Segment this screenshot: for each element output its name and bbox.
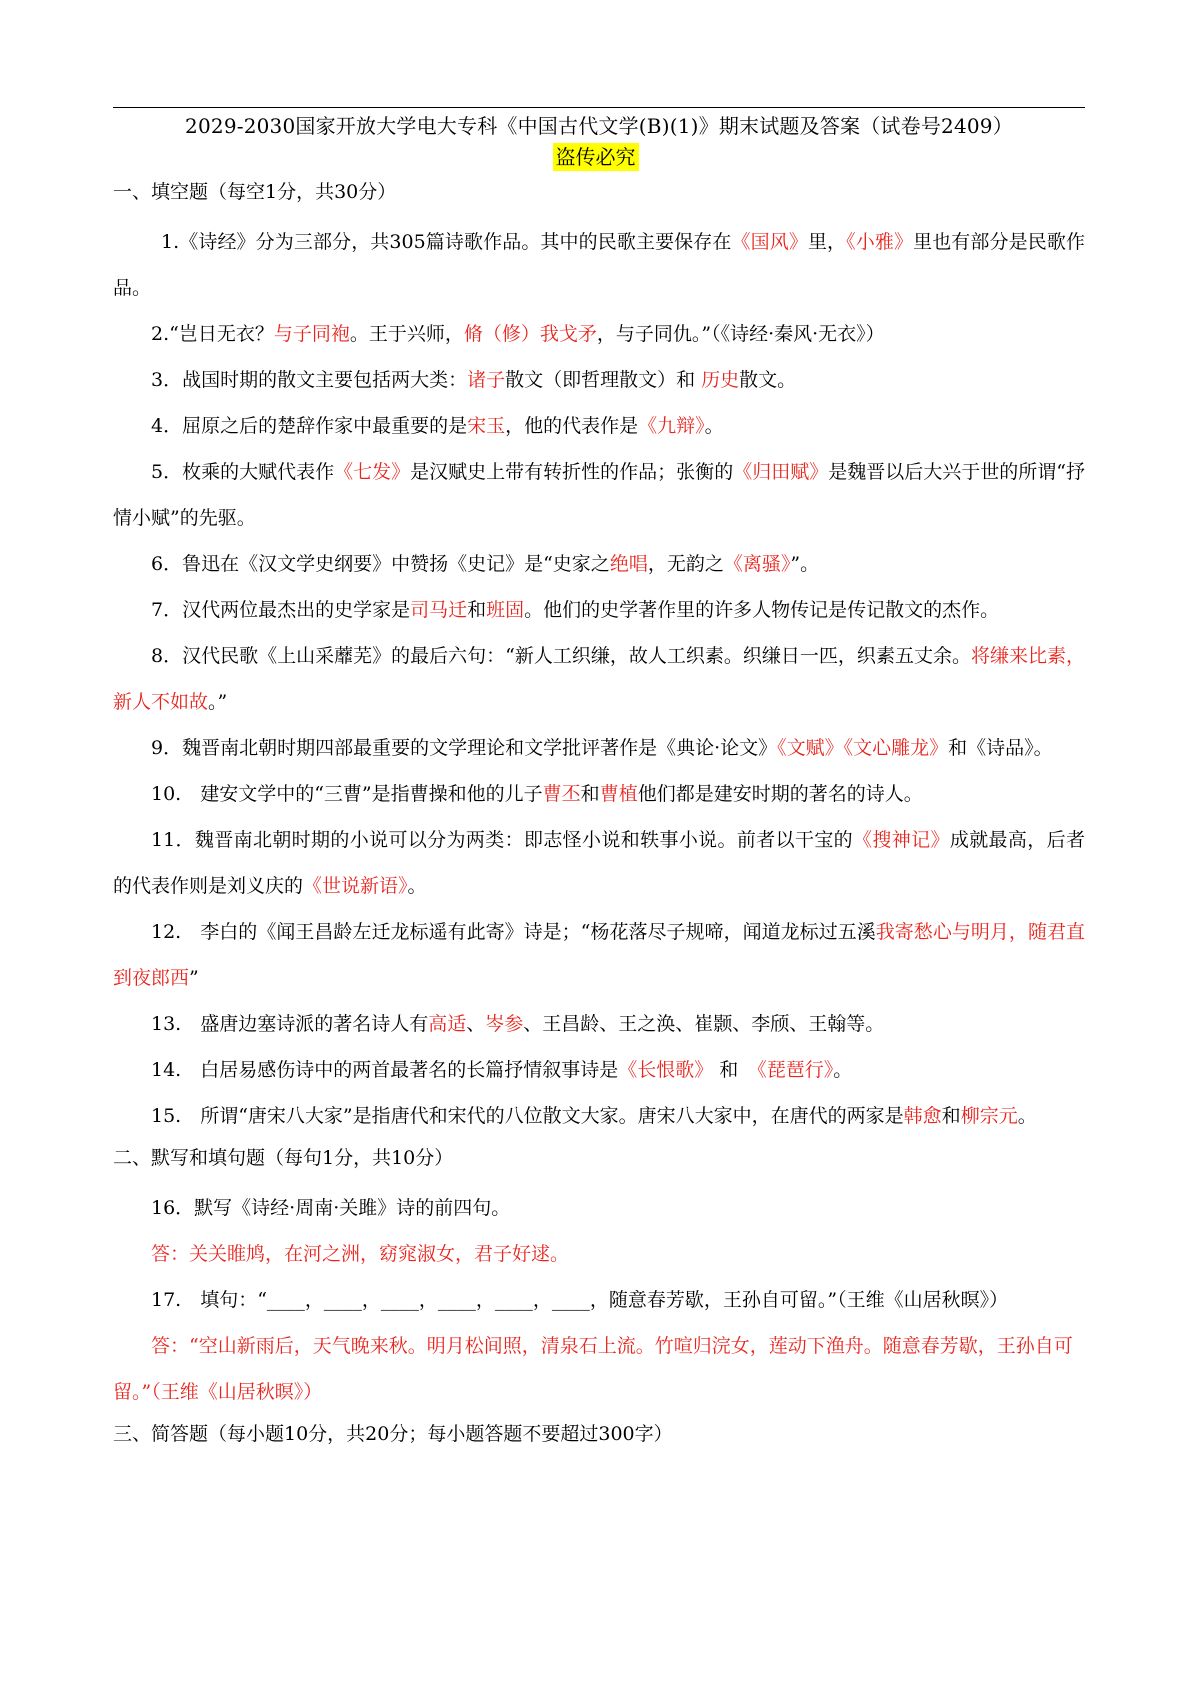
q14-answer-2: 《琵琶行》: [757, 1059, 834, 1081]
q4-answer-1: 宋玉: [467, 415, 506, 437]
q10-text-e: 他们都是建安时期的著名的诗人。: [637, 783, 923, 805]
q2-text-a: 2.“岂日无衣？: [151, 323, 274, 345]
q15-text-c: 和: [941, 1105, 961, 1127]
q10-text-a: 10. 建安文学中的“三曹”是指曹操和他的儿子: [151, 783, 543, 805]
q11-text-c: 成就最高，后者的代表作则是刘义庆的: [113, 829, 1085, 897]
q4-text-c: ，他的代表作是: [505, 415, 639, 437]
q7-text-e: 。他们的史学著作里的许多人物传记是传记散文的杰作。: [524, 599, 1000, 621]
q4-text-e: 。: [704, 415, 724, 437]
q2-text-c: 。王于兴师，: [349, 323, 464, 345]
q1-answer-2: 《小雅》: [846, 231, 914, 253]
q13-text-c: 、: [466, 1013, 486, 1035]
q4-answer-2: 《九辩》: [638, 415, 705, 437]
header-rule: [113, 107, 1085, 108]
q14-text-e: 。: [833, 1059, 853, 1081]
q3-text-c: 散文（即哲理散文）和: [505, 369, 702, 391]
q6-text-c: ，无韵之: [647, 553, 724, 575]
q1-text-e: 里也有部分是民歌作品。: [113, 231, 1085, 299]
q14-text-a: 14. 白居易感伤诗中的两首最著名的长篇抒情叙事诗是: [151, 1059, 619, 1081]
q3-text-e: 散文。: [739, 369, 797, 391]
question-8: [113, 633, 1085, 725]
q2-answer-2: 脩（修）我戈矛: [463, 323, 597, 345]
q11-answer-2: 《世说新语》: [303, 875, 408, 897]
q12-answer-1: 我寄愁心与明月，随君直到夜郎西: [113, 921, 1085, 989]
question-6: [113, 541, 1085, 587]
q2-text-e: ，与子同仇。”（《诗经·秦风·无衣》）: [596, 323, 885, 345]
q10-text-c: 和: [580, 783, 600, 805]
q2-answer-1: 与子同袍: [273, 323, 350, 345]
q6-answer-1: 绝唱: [609, 553, 648, 575]
q13-text-e: 、王昌龄、王之涣、崔颢、李颀、王翰等。: [523, 1013, 885, 1035]
question-10: [113, 771, 1085, 817]
q7-answer-2: 班固: [486, 599, 525, 621]
q1-answer-1: 《国风》: [731, 231, 808, 253]
question-17: 17. 填句：“____，____，____，____，____，____，随意春芳歇，王孙自可留。”（王维《山居秋暝》）: [151, 1289, 1009, 1311]
q5-answer-2: 《归田赋》: [733, 461, 829, 483]
q8-text-c: 。”: [208, 691, 228, 713]
question-4: [113, 403, 1085, 449]
question-9: [113, 725, 1085, 771]
question-3: [113, 357, 1085, 403]
q10-answer-1: 曹丕: [542, 783, 581, 805]
q8-answer-1: 将缣来比素，新人不如故: [113, 645, 1085, 713]
section-heading-recitation: 二、默写和填句题（每句1分，共10分）: [113, 1147, 454, 1169]
q15-answer-1: 韩愈: [903, 1105, 942, 1127]
question-15: [113, 1093, 1085, 1139]
question-13: [113, 1001, 1085, 1047]
q15-answer-2: 柳宗元: [960, 1105, 1018, 1127]
q6-answer-2: 《离骚》: [723, 553, 791, 575]
question-12: [113, 909, 1085, 1001]
q5-text-a: 5．枚乘的大赋代表作: [151, 461, 335, 483]
q8-text-a: 8．汉代民歌《上山采蘼芜》的最后六句：“新人工织缣，故人工织素。织缣日一匹，织素五丈余。: [151, 645, 971, 667]
watermark-container: [0, 143, 1191, 171]
q1-text-a: 1.《诗经》分为三部分，共305篇诗歌作品。其中的民歌主要保存在: [161, 231, 732, 253]
q7-text-c: 和: [467, 599, 487, 621]
q9-text-a: 9．魏晋南北朝时期四部最重要的文学理论和文学批评著作是《典论·论文》: [151, 737, 778, 759]
q9-answer-2: 《文心雕龙》: [843, 737, 949, 759]
q5-text-e: 是魏晋以后大兴于世的所谓“抒情小赋”的先驱。: [113, 461, 1085, 529]
q1-text-c: 里，: [807, 231, 847, 253]
section-heading-fill-blank: 一、填空题（每空1分，共30分）: [113, 181, 397, 203]
q5-text-c: 是汉赋史上带有转折性的作品；张衡的: [410, 461, 734, 483]
q3-answer-2: 历史: [701, 369, 740, 391]
q3-answer-1: 诸子: [467, 369, 506, 391]
q9-answer-1: 《文赋》: [777, 737, 844, 759]
q9-text-d: 和《诗品》。: [948, 737, 1053, 759]
q5-answer-1: 《七发》: [334, 461, 411, 483]
q3-text-a: 3．战国时期的散文主要包括两大类：: [151, 369, 468, 391]
q11-answer-1: 《搜神记》: [853, 829, 950, 851]
question-16: 16．默写《诗经·周南·关雎》诗的前四句。: [151, 1197, 511, 1219]
q14-text-c: 和: [713, 1059, 758, 1081]
q6-text-e: ”。: [790, 553, 820, 575]
question-1: [113, 219, 1085, 311]
question-11: [113, 817, 1085, 909]
document-body: [113, 177, 1085, 1461]
watermark-label: 盗传必究: [553, 143, 639, 171]
q12-text-c: ”: [189, 967, 199, 989]
answer-17: 答：“空山新雨后，天气晚来秋。明月松间照，清泉石上流。竹喧归浣女，莲动下渔舟。随意春芳歇，王孙自可留。”（王维《山居秋暝》）: [113, 1335, 1073, 1403]
document-title: 2029-2030国家开放大学电大专科《中国古代文学(B)(1)》期末试题及答案（试卷号2409）: [185, 114, 1013, 138]
q11-text-a: 11．魏晋南北朝时期的小说可以分为两类：即志怪小说和轶事小说。前者以干宝的: [151, 829, 854, 851]
q4-text-a: 4．屈原之后的楚辞作家中最重要的是: [151, 415, 468, 437]
q6-text-a: 6．鲁迅在《汉文学史纲要》中赞扬《史记》是“史家之: [151, 553, 610, 575]
q7-text-a: 7．汉代两位最杰出的史学家是: [151, 599, 411, 621]
question-2: [113, 311, 1085, 357]
q13-text-a: 13. 盛唐边塞诗派的著名诗人有: [151, 1013, 429, 1035]
question-7: [113, 587, 1085, 633]
q10-answer-2: 曹植: [599, 783, 638, 805]
question-14: [113, 1047, 1085, 1093]
q11-text-e: 。: [407, 875, 427, 897]
q7-answer-1: 司马迁: [410, 599, 468, 621]
question-5: [113, 449, 1085, 541]
section-heading-short-answer: 三、简答题（每小题10分，共20分；每小题答题不要超过300字）: [113, 1423, 673, 1445]
q13-answer-1: 高适: [428, 1013, 467, 1035]
q14-answer-1: 《长恨歌》: [618, 1059, 714, 1081]
q15-text-e: 。: [1017, 1105, 1037, 1127]
q13-answer-2: 岑参: [485, 1013, 524, 1035]
answer-16: 答：关关睢鸠，在河之洲，窈窕淑女，君子好逑。: [151, 1243, 570, 1265]
q12-text-a: 12. 李白的《闻王昌龄左迁龙标遥有此寄》诗是；“杨花落尽子规啼，闻道龙标过五溪: [151, 921, 876, 943]
q15-text-a: 15. 所谓“唐宋八大家”是指唐代和宋代的八位散文大家。唐宋八大家中，在唐代的两家是: [151, 1105, 904, 1127]
